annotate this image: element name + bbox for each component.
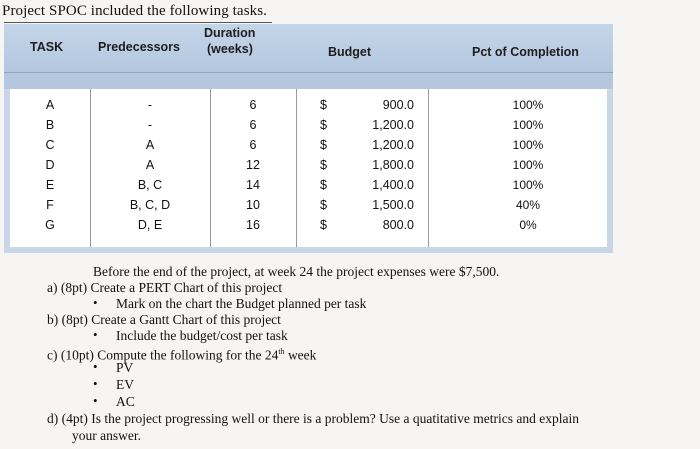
task-cell: A (45, 98, 55, 112)
header-duration: Duration (204, 26, 256, 40)
bullet-dot: • (93, 295, 98, 310)
dollar-sign: $ (320, 158, 327, 172)
pct-completion-cell: 0% (519, 218, 537, 232)
duration-cell: 16 (246, 218, 260, 232)
header-duration-unit: (weeks) (207, 42, 253, 56)
question-c (47, 343, 316, 364)
task-cell: D (45, 158, 55, 172)
task-cell: G (45, 218, 55, 232)
task-cell: F (46, 198, 54, 212)
bullet-dot: • (93, 393, 98, 408)
duration-cell: 6 (249, 98, 257, 112)
duration-cell: 10 (246, 198, 260, 212)
question-d: d) (4pt) Is the project progressing well or there is a problem? Use a quatitative metrics and explain (47, 411, 579, 426)
header-pct-completion: Pct of Completion (472, 45, 579, 59)
budget-cell: 1,800.0 (372, 158, 414, 172)
question-b-bullet: Include the budget/cost per task (116, 328, 288, 343)
question-d-continuation: your answer. (72, 428, 141, 443)
header-budget: Budget (328, 45, 372, 59)
budget-cell: 900.0 (382, 98, 414, 112)
table-row (10, 135, 607, 155)
pct-completion-cell: 100% (512, 138, 544, 152)
title-underline (4, 22, 272, 23)
question-c-item-ac: AC (116, 394, 135, 409)
task-cell: B (45, 118, 55, 132)
dollar-sign: $ (320, 138, 327, 152)
dollar-sign: $ (320, 98, 327, 112)
pct-completion-cell: 100% (512, 178, 544, 192)
bullet-dot: • (93, 376, 98, 391)
budget-cell: 1,200.0 (372, 118, 414, 132)
bullet-dot: • (93, 327, 98, 342)
budget-cell: 1,500.0 (372, 198, 414, 212)
header-task: TASK (30, 40, 64, 54)
page-title: Project SPOC included the following tasks. (2, 3, 268, 19)
pct-completion-cell: 100% (512, 158, 544, 172)
table-row (10, 155, 607, 175)
predecessors-cell: - (147, 98, 153, 112)
task-cell: E (45, 178, 55, 192)
table-band (4, 72, 613, 89)
dollar-sign: $ (320, 218, 327, 232)
question-c-text: c) (10pt) Compute the following for the 24 (47, 347, 279, 363)
duration-cell: 6 (249, 138, 257, 152)
table-header (4, 24, 613, 72)
question-a-bullet: Mark on the chart the Budget planned per task (116, 296, 367, 311)
question-c-week: week (284, 347, 317, 363)
predecessors-cell: B, C (137, 178, 163, 192)
table-row (10, 175, 607, 195)
dollar-sign: $ (320, 118, 327, 132)
table-row (10, 115, 607, 135)
task-cell: C (45, 138, 55, 152)
bullet-dot: • (93, 359, 98, 374)
predecessors-cell: A (145, 138, 155, 152)
budget-cell: 1,200.0 (372, 138, 414, 152)
predecessors-cell: A (145, 158, 155, 172)
table-body (4, 89, 613, 253)
pct-completion-cell: 100% (512, 98, 544, 112)
table-row (10, 95, 607, 115)
budget-cell: 800.0 (382, 218, 414, 232)
question-c-superscript: th (278, 347, 285, 356)
header-predecessors: Predecessors (98, 40, 181, 54)
dollar-sign: $ (320, 178, 327, 192)
predecessors-cell: D, E (137, 218, 163, 232)
question-a: a) (8pt) Create a PERT Chart of this project (47, 280, 283, 295)
question-b: b) (8pt) Create a Gantt Chart of this project (47, 312, 281, 327)
pct-completion-cell: 100% (512, 118, 544, 132)
predecessors-cell: - (147, 118, 153, 132)
table-row (10, 195, 607, 215)
question-c-item-ev: EV (116, 377, 134, 392)
tasks-table (4, 24, 613, 253)
intro-text: Before the end of the project, at week 24 the project expenses were $7,500. (93, 264, 500, 279)
duration-cell: 12 (246, 158, 260, 172)
question-c-item-pv: PV (116, 360, 134, 375)
duration-cell: 6 (249, 118, 257, 132)
dollar-sign: $ (320, 198, 327, 212)
predecessors-cell: B, C, D (129, 198, 171, 212)
duration-cell: 14 (246, 178, 260, 192)
budget-cell: 1,400.0 (372, 178, 414, 192)
table-row (10, 215, 607, 235)
pct-completion-cell: 40% (515, 198, 541, 212)
